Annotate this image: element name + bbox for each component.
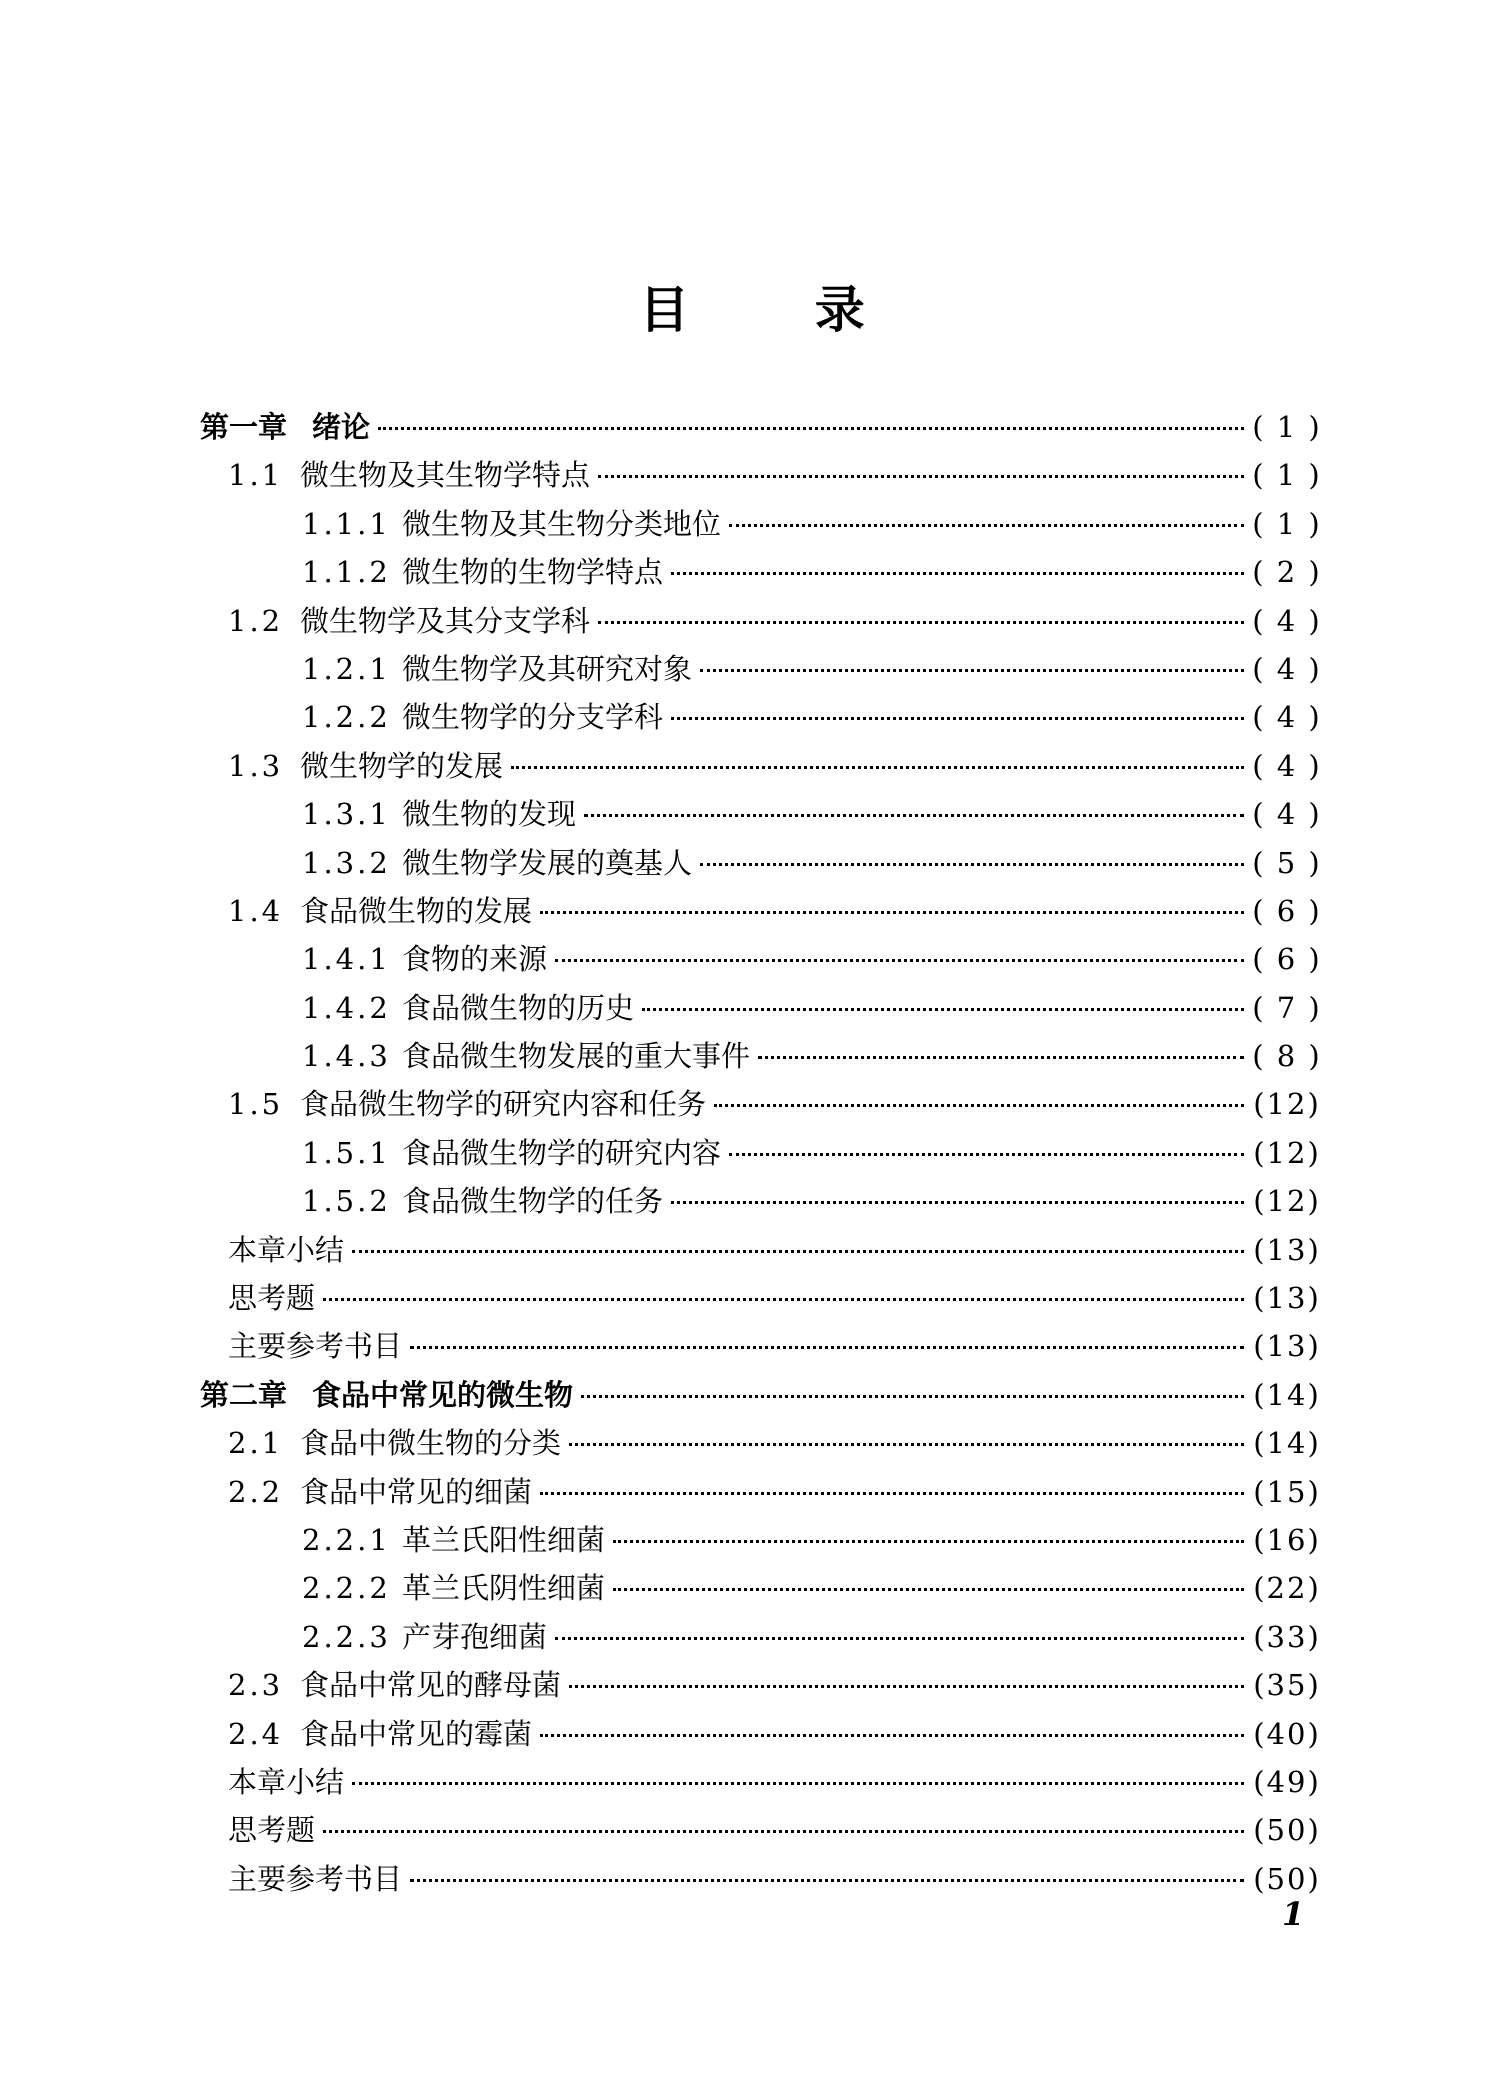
toc-entry[interactable] bbox=[200, 1518, 1322, 1566]
dot-leader bbox=[352, 1249, 1244, 1253]
dot-leader bbox=[540, 910, 1244, 914]
toc-entry-page: (13) bbox=[1253, 1232, 1321, 1267]
toc-entry-number: 1.4.2 bbox=[302, 990, 391, 1025]
dot-leader bbox=[671, 571, 1244, 575]
toc-entry[interactable] bbox=[200, 599, 1322, 647]
toc-entry-number: 1.5.2 bbox=[302, 1184, 391, 1219]
toc-entry-number: 1.1 bbox=[228, 458, 284, 493]
toc-entry-title: 食品微生物学的任务 bbox=[402, 1184, 664, 1219]
toc-entry-page: (12) bbox=[1253, 1184, 1321, 1219]
toc-entry-title: 食品中常见的霉菌 bbox=[300, 1716, 533, 1751]
toc-entry-title: 主要参考书目 bbox=[228, 1329, 403, 1364]
dot-leader bbox=[569, 1442, 1244, 1446]
dot-leader bbox=[729, 1152, 1244, 1156]
toc-entry-page: (22) bbox=[1253, 1571, 1321, 1606]
toc-entry-number: 2.1 bbox=[228, 1426, 284, 1461]
toc-entry-number: 2.2.3 bbox=[302, 1619, 391, 1654]
toc-entry-title: 微生物学的发展 bbox=[300, 748, 504, 783]
page-title: 目 录 bbox=[639, 280, 919, 339]
dot-leader bbox=[700, 668, 1244, 672]
dot-leader bbox=[511, 765, 1244, 769]
dot-leader bbox=[598, 474, 1244, 478]
toc-entry-page: ( 6 ) bbox=[1252, 893, 1322, 928]
toc-entry[interactable] bbox=[200, 1760, 1322, 1808]
toc-entry[interactable] bbox=[200, 695, 1322, 743]
dot-leader bbox=[555, 958, 1244, 962]
toc-entry-title: 主要参考书目 bbox=[228, 1861, 403, 1896]
dot-leader bbox=[323, 1829, 1244, 1833]
toc-entry-title: 革兰氏阴性细菌 bbox=[402, 1571, 606, 1606]
toc-entry-title: 微生物及其生物分类地位 bbox=[402, 506, 722, 541]
toc-entry[interactable] bbox=[200, 453, 1322, 501]
toc-entry-title: 思考题 bbox=[228, 1281, 316, 1316]
dot-leader bbox=[555, 1636, 1244, 1640]
toc-entry-title: 微生物的生物学特点 bbox=[402, 555, 664, 590]
toc-entry-number: 1.1.1 bbox=[302, 506, 391, 541]
toc-entry-title: 思考题 bbox=[228, 1813, 316, 1848]
toc-entry[interactable] bbox=[200, 1808, 1322, 1856]
dot-leader bbox=[569, 1684, 1244, 1688]
toc-entry-number: 2.3 bbox=[228, 1668, 284, 1703]
dot-leader bbox=[410, 1878, 1244, 1882]
toc-entry-title: 微生物及其生物学特点 bbox=[300, 458, 591, 493]
toc-entry[interactable] bbox=[200, 1857, 1322, 1905]
toc-entry[interactable] bbox=[200, 1276, 1322, 1324]
toc-entry[interactable] bbox=[200, 937, 1322, 985]
toc-entry-page: (16) bbox=[1253, 1522, 1321, 1557]
toc-entry-title: 微生物学发展的奠基人 bbox=[402, 845, 693, 880]
toc-entry[interactable] bbox=[200, 744, 1322, 792]
toc-entry-title: 食品中常见的酵母菌 bbox=[300, 1668, 562, 1703]
toc-entry-page: ( 4 ) bbox=[1252, 651, 1322, 686]
toc-entry-page: ( 2 ) bbox=[1252, 555, 1322, 590]
toc-entry-number: 1.5.1 bbox=[302, 1135, 391, 1170]
toc-entry-page: ( 8 ) bbox=[1252, 1039, 1322, 1074]
toc-entry-number: 1.4.1 bbox=[302, 942, 391, 977]
toc-entry[interactable] bbox=[200, 1082, 1322, 1130]
toc-entry-page: (14) bbox=[1253, 1377, 1321, 1412]
toc-entry-number: 第一章 bbox=[200, 410, 288, 444]
toc-entry-page: ( 1 ) bbox=[1252, 506, 1322, 541]
toc-entry[interactable] bbox=[200, 1373, 1322, 1421]
dot-leader bbox=[323, 1297, 1244, 1301]
toc-entry-page: ( 7 ) bbox=[1252, 990, 1322, 1025]
toc-entry[interactable] bbox=[200, 1034, 1322, 1082]
toc-entry-number: 1.2 bbox=[228, 603, 284, 638]
toc-entry[interactable] bbox=[200, 889, 1322, 937]
toc-entry-title: 食品微生物学的研究内容 bbox=[402, 1135, 722, 1170]
toc-entry-number: 2.2 bbox=[228, 1474, 284, 1509]
toc-entry[interactable] bbox=[200, 647, 1322, 695]
toc-entry-title: 微生物学及其研究对象 bbox=[402, 651, 693, 686]
toc-entry-page: ( 4 ) bbox=[1252, 797, 1322, 832]
toc-entry-page: (50) bbox=[1253, 1861, 1321, 1896]
dot-leader bbox=[642, 1007, 1244, 1011]
toc-entry-number: 1.3.1 bbox=[302, 797, 391, 832]
toc-entry-title: 革兰氏阳性细菌 bbox=[402, 1522, 606, 1557]
toc-entry-title: 食品微生物的历史 bbox=[402, 990, 635, 1025]
toc-entry-page: (49) bbox=[1253, 1764, 1321, 1799]
toc-entry-page: (40) bbox=[1253, 1716, 1321, 1751]
toc-entry[interactable] bbox=[200, 1179, 1322, 1227]
toc-entry[interactable] bbox=[200, 1663, 1322, 1711]
toc-entry-number: 1.3 bbox=[228, 748, 284, 783]
dot-leader bbox=[613, 1539, 1244, 1543]
toc-entry-title: 绪论 bbox=[312, 410, 371, 444]
toc-entry-page: ( 6 ) bbox=[1252, 942, 1322, 977]
toc-entry[interactable] bbox=[200, 550, 1322, 598]
toc-entry[interactable] bbox=[200, 405, 1322, 453]
toc-entry[interactable] bbox=[200, 1712, 1322, 1760]
toc-entry-title: 微生物的发现 bbox=[402, 797, 577, 832]
page-number: 1 bbox=[1282, 1895, 1305, 1933]
toc-entry[interactable] bbox=[200, 1470, 1322, 1518]
toc-entry-page: (33) bbox=[1253, 1619, 1321, 1654]
toc-entry-page: ( 1 ) bbox=[1252, 458, 1322, 493]
toc-entry-page: (13) bbox=[1253, 1281, 1321, 1316]
toc-entry[interactable] bbox=[200, 1131, 1322, 1179]
toc-entry-title: 微生物学的分支学科 bbox=[402, 700, 664, 735]
toc-entry-page: (50) bbox=[1253, 1813, 1321, 1848]
toc-entry-number: 1.4.3 bbox=[302, 1039, 391, 1074]
dot-leader bbox=[758, 1055, 1244, 1059]
toc-entry-number: 2.2.1 bbox=[302, 1522, 391, 1557]
toc-entry-title: 食品微生物发展的重大事件 bbox=[402, 1039, 751, 1074]
toc-entry-title: 食品微生物的发展 bbox=[300, 893, 533, 928]
toc-entry-title: 微生物学及其分支学科 bbox=[300, 603, 591, 638]
toc-entry-page: (15) bbox=[1253, 1474, 1321, 1509]
dot-leader bbox=[671, 1200, 1244, 1204]
toc-entry-title: 食物的来源 bbox=[402, 942, 548, 977]
toc-entry[interactable] bbox=[200, 1228, 1322, 1276]
toc-entry-page: ( 4 ) bbox=[1252, 603, 1322, 638]
dot-leader bbox=[352, 1781, 1244, 1785]
toc-entry[interactable] bbox=[200, 841, 1322, 889]
toc-entry-number: 1.2.2 bbox=[302, 700, 391, 735]
toc-entry[interactable] bbox=[200, 1615, 1322, 1663]
toc-entry-page: (35) bbox=[1253, 1668, 1321, 1703]
toc-entry-title: 食品中微生物的分类 bbox=[300, 1426, 562, 1461]
toc-entry-number: 2.2.2 bbox=[302, 1571, 391, 1606]
toc-entry[interactable] bbox=[200, 1324, 1322, 1372]
dot-leader bbox=[584, 813, 1244, 817]
table-of-contents bbox=[200, 405, 1322, 1905]
dot-leader bbox=[700, 862, 1244, 866]
toc-entry-number: 2.4 bbox=[228, 1716, 284, 1751]
toc-entry-title: 食品中常见的微生物 bbox=[312, 1377, 574, 1412]
toc-entry-number: 1.2.1 bbox=[302, 651, 391, 686]
toc-entry-page: (12) bbox=[1253, 1135, 1321, 1170]
dot-leader bbox=[714, 1103, 1244, 1107]
toc-entry-title: 产芽孢细菌 bbox=[402, 1619, 548, 1654]
toc-entry-number: 1.3.2 bbox=[302, 845, 391, 880]
toc-entry-page: (12) bbox=[1253, 1087, 1321, 1122]
toc-entry-title: 食品中常见的细菌 bbox=[300, 1474, 533, 1509]
toc-entry-page: ( 4 ) bbox=[1252, 700, 1322, 735]
toc-entry-number: 第二章 bbox=[200, 1377, 288, 1412]
dot-leader bbox=[540, 1491, 1244, 1495]
toc-entry-page: ( 5 ) bbox=[1252, 845, 1322, 880]
toc-entry-page: ( 1 ) bbox=[1252, 410, 1322, 444]
dot-leader bbox=[598, 620, 1244, 624]
dot-leader bbox=[410, 1345, 1244, 1349]
dot-leader bbox=[613, 1587, 1244, 1591]
toc-entry-number: 1.4 bbox=[228, 893, 284, 928]
toc-entry-page: (14) bbox=[1253, 1426, 1321, 1461]
dot-leader bbox=[540, 1733, 1244, 1737]
dot-leader bbox=[378, 426, 1244, 430]
toc-entry-title: 食品微生物学的研究内容和任务 bbox=[300, 1087, 707, 1122]
toc-entry[interactable] bbox=[200, 1421, 1322, 1469]
dot-leader bbox=[581, 1394, 1244, 1398]
toc-entry[interactable] bbox=[200, 1566, 1322, 1614]
toc-entry-number: 1.1.2 bbox=[302, 555, 391, 590]
toc-entry-page: (13) bbox=[1253, 1329, 1321, 1364]
dot-leader bbox=[729, 523, 1244, 527]
toc-entry[interactable] bbox=[200, 792, 1322, 840]
toc-entry[interactable] bbox=[200, 986, 1322, 1034]
toc-entry-number: 1.5 bbox=[228, 1087, 284, 1122]
toc-entry-title: 本章小结 bbox=[228, 1764, 345, 1799]
dot-leader bbox=[671, 716, 1244, 720]
toc-entry[interactable] bbox=[200, 502, 1322, 550]
toc-entry-title: 本章小结 bbox=[228, 1232, 345, 1267]
toc-entry-page: ( 4 ) bbox=[1252, 748, 1322, 783]
